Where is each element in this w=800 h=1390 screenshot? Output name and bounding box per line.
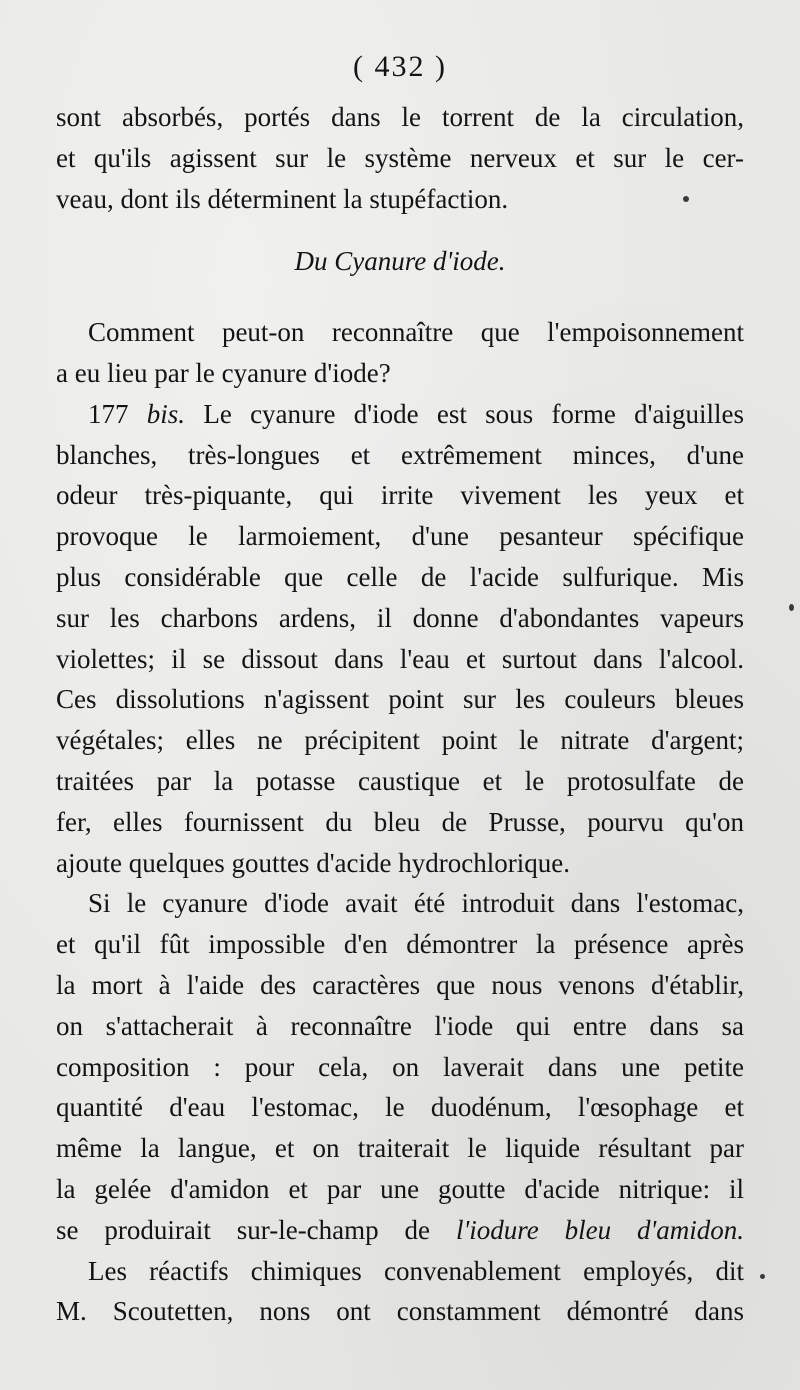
- text-line: M. Scoutetten, nons ont constamment démontré dans: [56, 1296, 744, 1327]
- ink-speck: [760, 1274, 765, 1279]
- paragraph-number-suffix: bis.: [146, 398, 186, 429]
- text-line: végétales; elles ne précipitent point le nitrate d'argent;: [56, 725, 744, 756]
- page-number: ( 432 ): [353, 50, 447, 83]
- text-line: Si le cyanure d'iode avait été introduit dans l'estomac,: [88, 888, 744, 919]
- text-line: violettes; il se dissout dans l'eau et surtout dans l'alcool.: [56, 643, 744, 674]
- text-line: Les réactifs chimiques convenablement employés, dit: [88, 1255, 744, 1286]
- spacer: [56, 219, 744, 241]
- text-line: la gelée d'amidon et par une goutte d'acide nitrique: il: [56, 1173, 744, 1204]
- text-line: ajoute quelques gouttes d'acide hydrochlorique.: [56, 847, 570, 878]
- ink-speck: [789, 604, 794, 611]
- italic-term: l'iodure bleu d'amidon.: [455, 1214, 744, 1245]
- text-segment: se produirait sur-le-champ de: [56, 1214, 431, 1245]
- text-line: blanches, très-longues et extrêmement minces, d'une: [56, 439, 744, 470]
- paragraph-number: 177: [88, 398, 129, 429]
- text-line: Comment peut-on reconnaître que l'empoisonnement: [88, 317, 744, 348]
- text-line: Ces dissolutions n'agissent point sur les couleurs bleues: [56, 684, 744, 715]
- spacer: [56, 282, 744, 312]
- body-text: [56, 97, 744, 1332]
- ink-speck: [683, 196, 689, 202]
- text-line: sont absorbés, portés dans le torrent de la circulation,: [56, 102, 744, 132]
- text-line: on s'attacherait à reconnaître l'iode qui entre dans sa: [56, 1010, 744, 1041]
- text-line: la mort à l'aide des caractères que nous venons d'établir,: [56, 969, 744, 1000]
- text-line: quantité d'eau l'estomac, le duodénum, l'œsophage et: [56, 1092, 744, 1123]
- text-line: et qu'il fût impossible d'en démontrer la présence après: [56, 929, 744, 960]
- text-line: sur les charbons ardens, il donne d'abondantes vapeurs: [56, 602, 744, 633]
- paragraph-number-line: [56, 394, 744, 435]
- text-line: odeur très-piquante, qui irrite vivement les yeux et: [56, 480, 744, 511]
- section-heading: Du Cyanure d'iode.: [294, 246, 506, 277]
- text-line: a eu lieu par le cyanure d'iode?: [56, 357, 391, 388]
- text-line: veau, dont ils déterminent la stupéfaction.: [56, 183, 509, 214]
- paragraph-start: Le cyanure d'iode est sous forme d'aiguilles: [203, 398, 744, 429]
- text-line: et qu'ils agissent sur le système nerveux et sur le cer-: [56, 142, 744, 173]
- text-line: plus considérable que celle de l'acide sulfurique. Mis: [56, 561, 744, 592]
- text-line: fer, elles fournissent du bleu de Prusse, pourvu qu'on: [56, 806, 744, 837]
- text-line: provoque le larmoiement, d'une pesanteur spécifique: [56, 521, 744, 552]
- text-line: même la langue, et on traiterait le liquide résultant par: [56, 1133, 744, 1164]
- text-line: traitées par la potasse caustique et le protosulfate de: [56, 765, 744, 796]
- text-line: composition : pour cela, on laverait dans une petite: [56, 1051, 744, 1082]
- text-line-with-italic: [56, 1210, 744, 1251]
